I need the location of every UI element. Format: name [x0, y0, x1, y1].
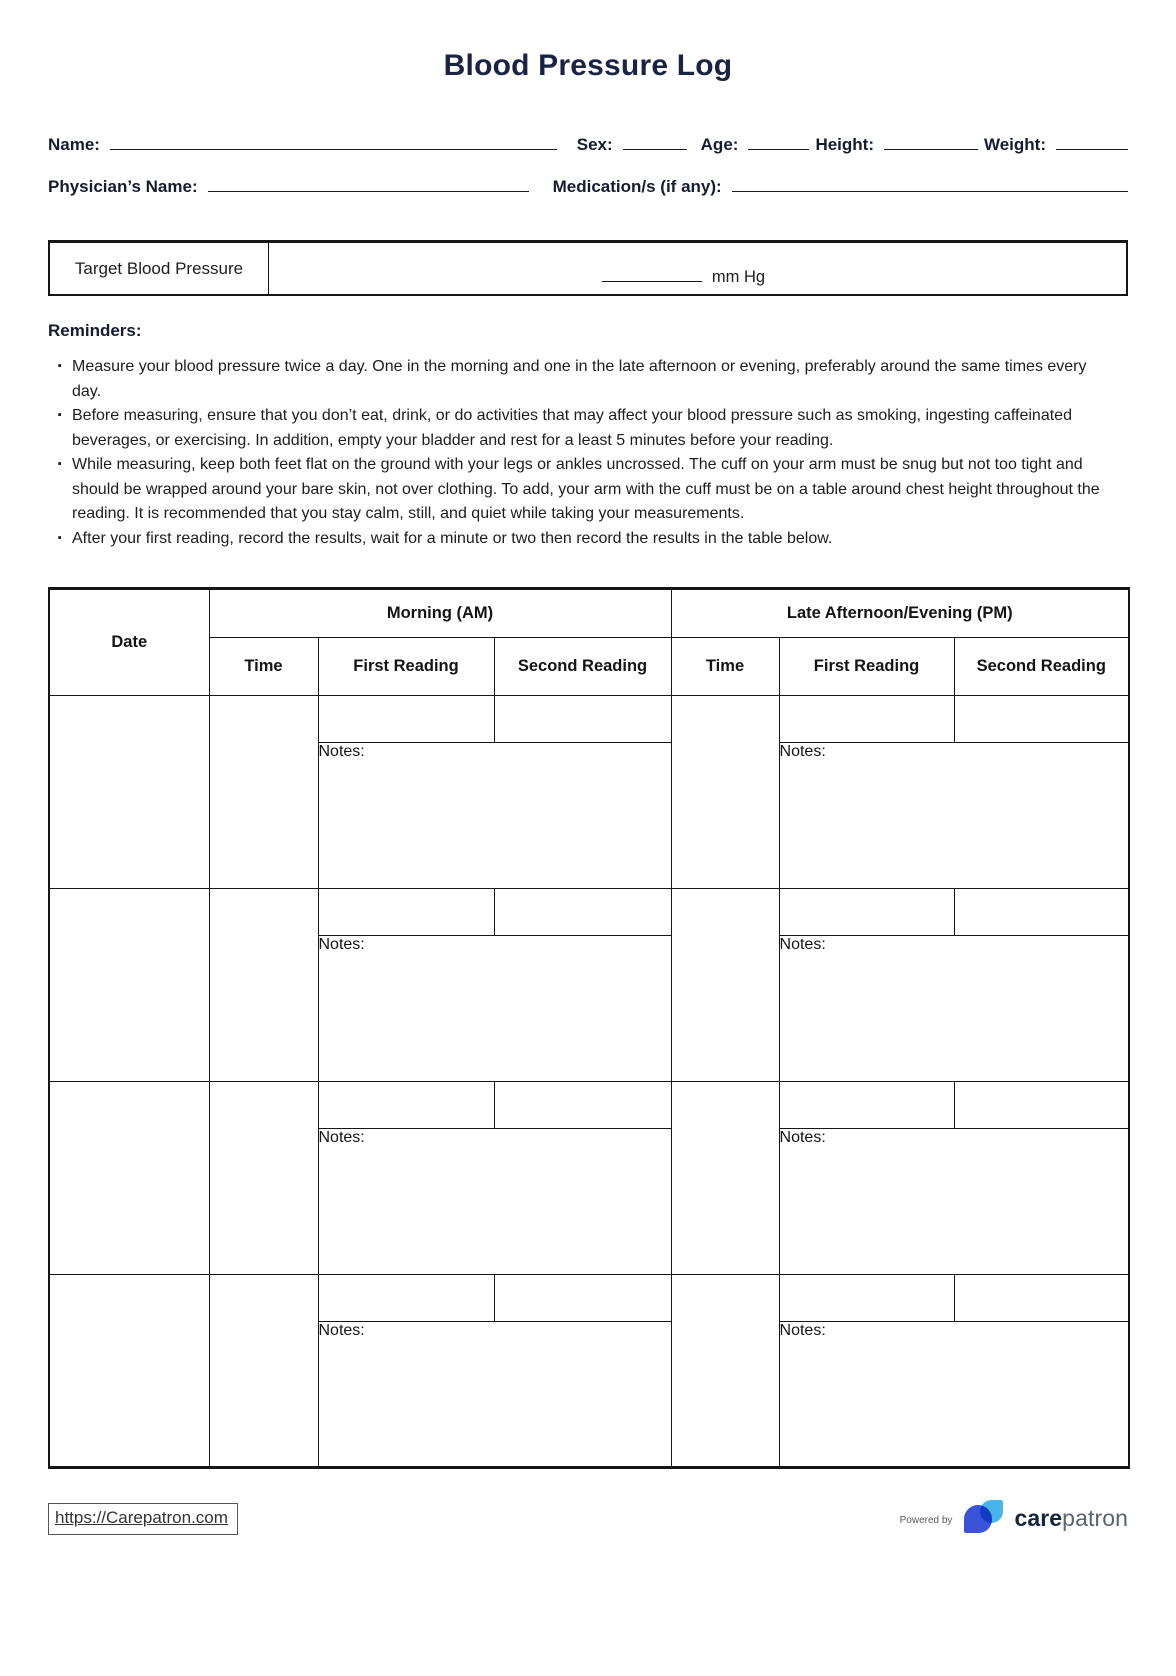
weight-label: Weight:: [983, 135, 1046, 154]
am-notes-cell[interactable]: Notes:: [318, 1129, 671, 1275]
late-afternoon-pm-group-header: Late Afternoon/Evening (PM): [671, 589, 1129, 638]
am-second-reading-cell[interactable]: [494, 889, 671, 936]
table-row: [49, 1082, 1129, 1129]
logo-light-bubble-icon: [980, 1500, 1003, 1523]
brand-name-patron: patron: [1062, 1505, 1128, 1531]
pm-time-header: Time: [671, 638, 779, 696]
brand-name: [1014, 1505, 1128, 1532]
am-second-reading-header: Second Reading: [494, 638, 671, 696]
patient-info-row: [48, 132, 1128, 156]
reminders-list: [48, 355, 1128, 551]
date-cell[interactable]: [49, 696, 209, 889]
carepatron-logo-icon: [964, 1500, 1008, 1537]
date-cell[interactable]: [49, 1082, 209, 1275]
age-field-line[interactable]: [748, 132, 809, 150]
medication-label: Medication/s (if any):: [552, 177, 722, 196]
brand-block: [900, 1500, 1128, 1537]
am-second-reading-cell[interactable]: [494, 696, 671, 743]
page-title: Blood Pressure Log: [443, 49, 733, 82]
pm-first-reading-cell[interactable]: [779, 889, 954, 936]
age-label: Age:: [700, 135, 739, 154]
am-notes-cell[interactable]: Notes:: [318, 1322, 671, 1468]
pm-second-reading-cell[interactable]: [954, 889, 1129, 936]
physician-name-field-line[interactable]: [208, 174, 529, 192]
am-first-reading-cell[interactable]: [318, 1082, 494, 1129]
height-label: Height:: [815, 135, 874, 154]
target-blood-pressure-box: [48, 240, 1128, 296]
page: [0, 46, 1176, 1676]
am-first-reading-header: First Reading: [318, 638, 494, 696]
physician-name-label: Physician’s Name:: [48, 177, 198, 196]
pm-first-reading-cell[interactable]: [779, 1275, 954, 1322]
pm-notes-cell[interactable]: Notes:: [779, 743, 1129, 889]
reminder-item: · After your first reading, record the results, wait for a minute or two then record the results in the table below.: [48, 527, 1116, 552]
brand-name-care: care: [1014, 1505, 1063, 1531]
pm-time-cell[interactable]: [671, 1275, 779, 1468]
am-notes-cell[interactable]: Notes:: [318, 936, 671, 1082]
sex-label: Sex:: [576, 135, 613, 154]
am-first-reading-cell[interactable]: [318, 696, 494, 743]
sex-field-line[interactable]: [623, 132, 687, 150]
table-row: [49, 889, 1129, 936]
am-second-reading-cell[interactable]: [494, 1082, 671, 1129]
reminder-item: · While measuring, keep both feet flat on the ground with your legs or ankles uncrossed. The cuff on your arm must be snug but not too tight and should be wrapped around your bare skin, not over clothing. To add, your arm with the cuff must be on a table around chest height throughout the reading. It is recommended that you stay calm, still, and quiet while taking your measurements.: [48, 453, 1116, 527]
pm-second-reading-header: Second Reading: [954, 638, 1129, 696]
pm-notes-cell[interactable]: Notes:: [779, 1129, 1129, 1275]
pm-time-cell[interactable]: [671, 889, 779, 1082]
date-cell[interactable]: [49, 1275, 209, 1468]
carepatron-link[interactable]: https://Carepatron.com: [55, 1507, 228, 1527]
morning-am-group-header: Morning (AM): [209, 589, 671, 638]
am-second-reading-cell[interactable]: [494, 1275, 671, 1322]
target-blood-pressure-value-cell[interactable]: [269, 243, 1126, 294]
am-first-reading-cell[interactable]: [318, 1275, 494, 1322]
table-row: [49, 696, 1129, 743]
am-time-cell[interactable]: [209, 1275, 318, 1468]
table-row: [49, 1275, 1129, 1322]
am-notes-cell[interactable]: Notes:: [318, 743, 671, 889]
pm-notes-cell[interactable]: Notes:: [779, 936, 1129, 1082]
weight-field-line[interactable]: [1056, 132, 1128, 150]
pm-second-reading-cell[interactable]: [954, 1082, 1129, 1129]
reminder-item: · Measure your blood pressure twice a day. One in the morning and one in the late afternoon or evening, preferably around the same times every day.: [48, 355, 1116, 404]
reminders-heading: Reminders:: [48, 321, 142, 340]
am-time-cell[interactable]: [209, 696, 318, 889]
am-time-header: Time: [209, 638, 318, 696]
pm-notes-cell[interactable]: Notes:: [779, 1322, 1129, 1468]
target-value-group: [602, 268, 765, 287]
am-time-cell[interactable]: [209, 889, 318, 1082]
pm-second-reading-cell[interactable]: [954, 696, 1129, 743]
target-value-field-line[interactable]: [602, 268, 702, 282]
blood-pressure-log-table: [48, 587, 1130, 1469]
pm-second-reading-cell[interactable]: [954, 1275, 1129, 1322]
pm-first-reading-cell[interactable]: [779, 696, 954, 743]
source-url-box: [48, 1503, 238, 1535]
am-first-reading-cell[interactable]: [318, 889, 494, 936]
pm-first-reading-header: First Reading: [779, 638, 954, 696]
am-time-cell[interactable]: [209, 1082, 318, 1275]
pm-first-reading-cell[interactable]: [779, 1082, 954, 1129]
target-blood-pressure-label: Target Blood Pressure: [50, 243, 269, 294]
physician-info-row: [48, 174, 1128, 198]
mmhg-unit-label: mm Hg: [711, 268, 766, 286]
pm-time-cell[interactable]: [671, 1082, 779, 1275]
name-field-line[interactable]: [110, 132, 557, 150]
powered-by-label: Powered by: [899, 1515, 953, 1526]
medication-field-line[interactable]: [732, 174, 1128, 192]
pm-time-cell[interactable]: [671, 696, 779, 889]
name-label: Name:: [48, 135, 100, 154]
date-cell[interactable]: [49, 889, 209, 1082]
reminder-item: · Before measuring, ensure that you don’t eat, drink, or do activities that may affect your blood pressure such as smoking, ingesting caffeinated beverages, or exercising. In addition, empty your bladder and rest for a least 5 minutes before your reading.: [48, 404, 1116, 453]
date-column-header: Date: [49, 589, 209, 696]
height-field-line[interactable]: [884, 132, 978, 150]
footer: [48, 1500, 1128, 1537]
